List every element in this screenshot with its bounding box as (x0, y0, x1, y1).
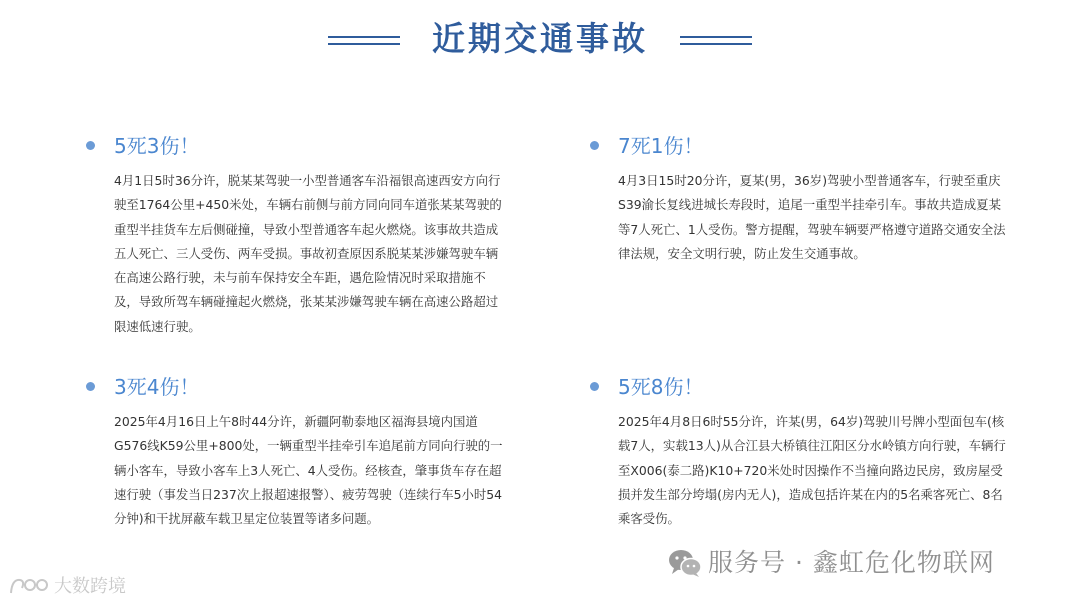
accident-description: 4月3日15时20分许，夏某(男，36岁)驾驶小型普通客车，行驶至重庆S39渝长复线进城长寿段时，追尾一重型半挂牵引车。事故共造成夏某等7人死亡、1人受伤。警方提醒，驾驶车辆要严格遵守道路交通安全法律法规，安全文明行驶，防止发生交通事故。 (618, 173, 1006, 261)
accident-description: 2025年4月16日上午8时44分许，新疆阿勒泰地区福海县境内国道G576线K59公里+800处，一辆重型半挂牵引车追尾前方同向行驶的一辆小客车，导致小客车上3人死亡、4人受伤。经核查，肇事货车存在超速行驶（事发当日237次上报超速报警）、疲劳驾驶（连续行车5小时54分钟)和干扰屏蔽车载卫星定位装置等诸多问题。 (114, 414, 503, 527)
bullet-dot-icon (590, 141, 599, 150)
accident-card (618, 131, 1013, 266)
accident-heading: 5死8伤！ (618, 375, 704, 399)
accident-card (114, 131, 509, 339)
accident-description: 2025年4月8日6时55分许，许某(男，64岁)驾驶川号牌小型面包车(核载7人，实载13人)从合江县大桥镇往江阳区分水岭镇方向行驶，车辆行至X006(泰二路)K10+720米处时因操作不当撞向路边民房，致房屋受损并发生部分垮塌(房内无人)，造成包括许某在内的5名乘客死亡、8名乘客受伤。 (618, 414, 1006, 527)
watermark-left-text: 大数跨境 (54, 576, 126, 597)
accident-heading: 7死1伤！ (618, 134, 704, 158)
watermark-right-text: 服务号 · 鑫虹危化物联网 (708, 548, 995, 577)
bullet-dot-icon (86, 382, 95, 391)
accident-description: 4月1日5时36分许，脱某某驾驶一小型普通客车沿福银高速西安方向行驶至1764公里+450米处，车辆右前侧与前方同向同车道张某某驾驶的重型半挂货车左后侧碰撞，导致小型普通客车起火燃烧。该事故共造成五人死亡、三人受伤、两车受损。事故初查原因系脱某某涉嫌驾驶车辆在高速公路行驶，未与前车保持安全车距，遇危险情况时采取措施不及，导致所驾车辆碰撞起火燃烧，张某某涉嫌驾驶车辆在高速公路超过限速低速行驶。 (114, 173, 502, 334)
accident-card (618, 372, 1013, 531)
title-decoration-right (680, 36, 752, 46)
bullet-dot-icon (590, 382, 599, 391)
bullet-dot-icon (86, 141, 95, 150)
page-header (0, 14, 1080, 64)
accident-heading: 5死3伤！ (114, 134, 200, 158)
page-title: 近期交通事故 (432, 19, 648, 58)
wechat-icon (668, 548, 702, 578)
brand-logo-icon (8, 575, 50, 597)
accident-heading: 3死4伤！ (114, 375, 200, 399)
accident-card (114, 372, 509, 531)
